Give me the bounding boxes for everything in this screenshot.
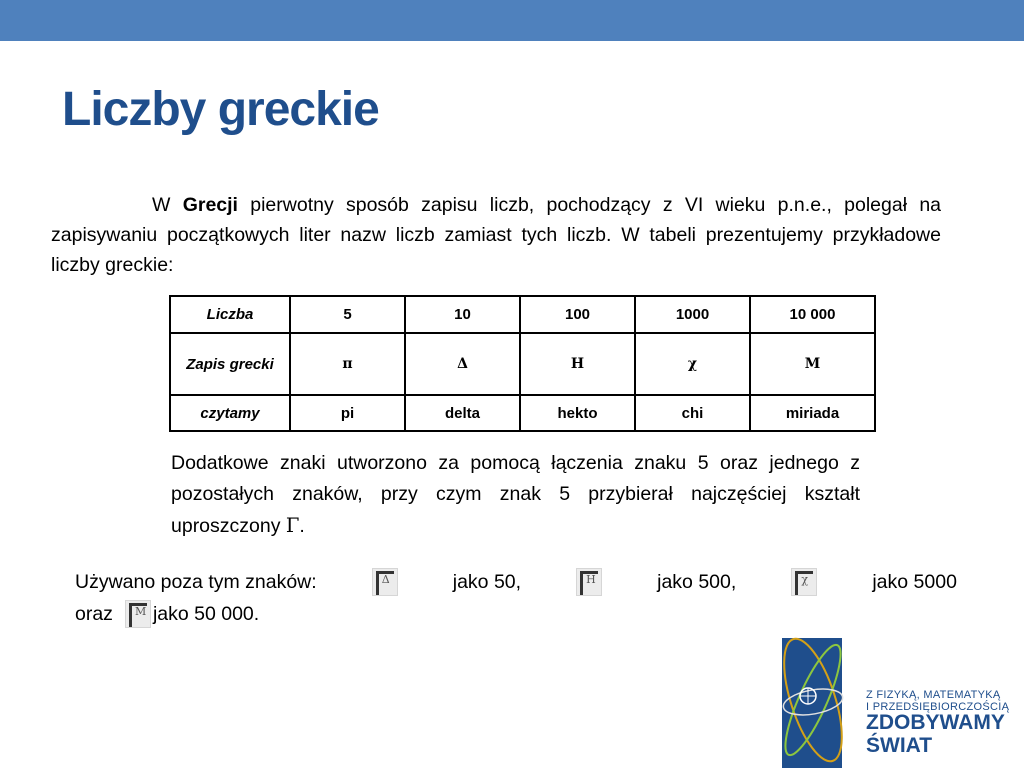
label-500: jako 500,	[657, 571, 737, 593]
used-line-1	[75, 567, 957, 597]
note-paragraph	[171, 448, 860, 542]
cell-reading: pi	[290, 395, 405, 431]
row-header-czytamy: czytamy	[170, 395, 290, 431]
note-end: .	[299, 515, 305, 537]
project-logo	[768, 620, 1024, 768]
cell-symbol: Δ	[405, 333, 520, 395]
table-row-readings	[170, 395, 875, 431]
used-intro: Używano poza tym znaków:	[75, 571, 317, 593]
gamma-symbol: Γ	[285, 514, 300, 537]
greek-numbers-table	[169, 295, 876, 432]
intro-bold-word: Grecji	[182, 194, 238, 216]
logo-line-1: Z FIZYKĄ, MATEMATYKĄ	[866, 689, 1001, 701]
glyph-50-icon	[372, 568, 398, 596]
glyph-5000-icon	[791, 568, 817, 596]
glyph-50000-inner: Μ	[134, 605, 147, 618]
cell-symbol: χ	[635, 333, 750, 395]
cell-reading: hekto	[520, 395, 635, 431]
cell-number: 1000	[635, 296, 750, 333]
cell-reading: delta	[405, 395, 520, 431]
logo-tagline	[866, 689, 1009, 713]
cell-symbol: Η	[520, 333, 635, 395]
intro-paragraph	[51, 190, 941, 280]
label-50: jako 50,	[452, 571, 522, 593]
cell-number: 10 000	[750, 296, 875, 333]
top-bar	[0, 0, 1024, 41]
cell-number: 100	[520, 296, 635, 333]
note-text: Dodatkowe znaki utworzono za pomocą łączenia znaku 5 oraz jednego z pozostałych znaków, przy czym znak 5 przybierał najczęściej kształt uproszczony	[171, 452, 860, 537]
cell-reading: miriada	[750, 395, 875, 431]
glyph-500-inner: Η	[586, 573, 596, 586]
intro-text-rest: pierwotny sposób zapisu liczb, pochodzący z VI wieku p.n.e., polegał na zapisywaniu początkowych liter nazw liczb zamiast tych liczb. W tabeli prezentujemy przykładowe liczby greckie:	[51, 194, 942, 276]
logo-line-4: ŚWIAT	[866, 734, 933, 757]
cell-symbol: Μ	[750, 333, 875, 395]
table-row-symbols	[170, 333, 875, 395]
slide-title: Liczby greckie	[62, 83, 379, 136]
oraz-word: oraz	[75, 603, 113, 625]
cell-symbol: π	[290, 333, 405, 395]
glyph-5000-inner: χ	[801, 573, 808, 586]
cell-number: 10	[405, 296, 520, 333]
glyph-50-inner: Δ	[381, 573, 390, 586]
intro-text-start: W	[152, 194, 183, 216]
cell-reading: chi	[635, 395, 750, 431]
glyph-50000-icon	[125, 600, 151, 628]
label-50000: jako 50 000.	[152, 603, 260, 625]
glyph-500-icon	[576, 568, 602, 596]
logo-line-3: ZDOBYWAMY	[866, 711, 1005, 734]
logo-line-2: I PRZEDSIĘBIORCZOŚCIĄ	[866, 701, 1010, 713]
table-row-numbers	[170, 296, 875, 333]
row-header-liczba: Liczba	[170, 296, 290, 333]
cell-number: 5	[290, 296, 405, 333]
row-header-zapis-grecki: Zapis grecki	[170, 333, 290, 395]
label-5000: jako 5000	[872, 571, 957, 593]
